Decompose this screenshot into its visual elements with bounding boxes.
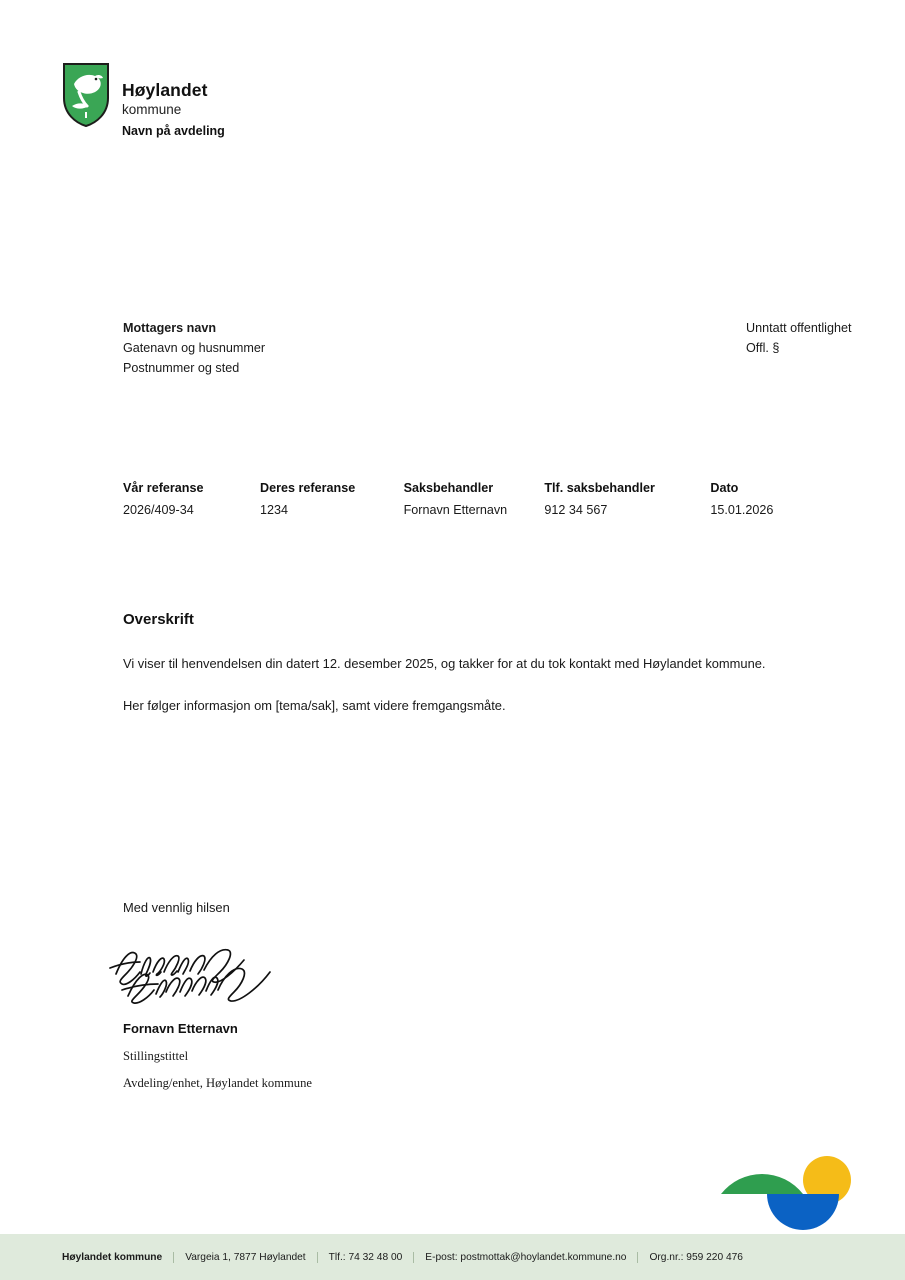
reference-table	[123, 478, 823, 520]
signer-name: Fornavn Etternavn	[123, 1021, 238, 1036]
department-name: Navn på avdeling	[122, 123, 225, 138]
footer-content	[62, 1252, 754, 1263]
column-value: 912 34 567	[544, 503, 608, 517]
footer-address: Vargeia 1, 7877 Høylandet	[173, 1252, 316, 1263]
reference-column-our-ref	[123, 478, 260, 520]
column-header: Tlf. saksbehandler	[544, 481, 655, 495]
recipient-street: Gatenavn og husnummer	[123, 341, 266, 355]
signer-unit: Avdeling/enhet, Høylandet kommune	[123, 1076, 312, 1090]
secrecy-notice	[746, 318, 852, 358]
footer-orgnr: Org.nr.: 959 220 476	[637, 1252, 753, 1263]
letterhead	[62, 62, 225, 138]
secrecy-line-1: Unntatt offentlighet	[746, 321, 852, 335]
reference-column-phone	[544, 478, 710, 520]
closing-salutation: Med vennlig hilsen	[123, 900, 230, 915]
decorative-shapes-graphic	[717, 1138, 853, 1234]
handwritten-signature-icon	[108, 944, 283, 1006]
recipient-postal: Postnummer og sted	[123, 361, 240, 375]
municipality-suffix: kommune	[122, 101, 182, 117]
column-header: Dato	[710, 481, 739, 495]
column-header: Saksbehandler	[403, 481, 494, 495]
recipient-name: Mottagers navn	[123, 321, 217, 335]
recipient-block	[123, 318, 265, 378]
column-value: 1234	[260, 503, 289, 517]
municipality-name: Høylandet	[122, 80, 208, 100]
wordmark	[122, 62, 225, 138]
page-footer	[0, 1234, 905, 1280]
footer-email: E-post: postmottak@hoylandet.kommune.no	[413, 1252, 637, 1263]
reference-column-caseworker	[404, 478, 545, 520]
signer-title: Stillingstittel	[123, 1049, 189, 1063]
letter-subject: Overskrift	[123, 611, 194, 628]
secrecy-line-2: Offl. §	[746, 341, 780, 355]
column-value: 15.01.2026	[710, 503, 774, 517]
letter-paragraph-1: Vi viser til henvendelsen din datert 12. desember 2025, og takker for at du tok kontakt med Høylandet kommune.	[123, 656, 766, 671]
column-value: 2026/409-34	[123, 503, 194, 517]
reference-column-your-ref	[260, 478, 404, 520]
reference-column-date	[710, 478, 823, 520]
column-value: Fornavn Etternavn	[403, 503, 508, 517]
footer-phone: Tlf.: 74 32 48 00	[317, 1252, 414, 1263]
column-header: Deres referanse	[260, 481, 356, 495]
column-header: Vår referanse	[123, 481, 204, 495]
footer-organisation: Høylandet kommune	[62, 1251, 163, 1263]
letter-paragraph-2: Her følger informasjon om [tema/sak], samt videre fremgangsmåte.	[123, 698, 506, 713]
municipal-crest-icon	[62, 62, 110, 128]
